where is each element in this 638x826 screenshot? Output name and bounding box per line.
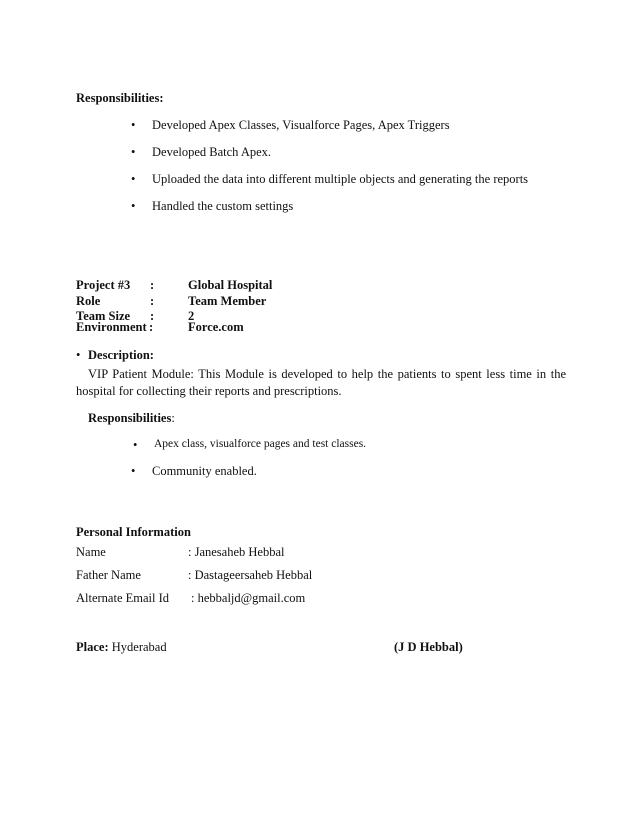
responsibility-item: Uploaded the data into different multiple objects and generating the reports (152, 172, 529, 186)
environment-separator: : (149, 320, 154, 334)
project-value: Global Hospital (188, 278, 273, 292)
responsibility-item: Developed Batch Apex. (152, 145, 272, 159)
place-line (76, 640, 167, 655)
responsibilities-heading-2 (88, 411, 175, 426)
place-value: Hyderabad (111, 640, 167, 654)
responsibilities-heading: Responsibilities: (76, 91, 164, 105)
responsibility-item: Community enabled. (152, 464, 257, 478)
team-size-label: Team Size (76, 309, 131, 323)
project-label: Project #3 (76, 278, 131, 292)
bullet-icon: • (76, 348, 81, 362)
description-body: VIP Patient Module: This Module is developed to help the patients to spent less time in the hospital for collecting their reports and prescriptions. (76, 367, 566, 398)
bullet-icon: • (133, 438, 138, 452)
bullet-icon: • (131, 464, 136, 478)
place-label: Place: (76, 640, 109, 654)
bullet-icon: • (131, 145, 136, 159)
name-value: : Janesaheb Hebbal (188, 545, 285, 559)
bullet-icon: • (131, 199, 136, 213)
responsibilities-heading-2-colon: : (171, 411, 175, 425)
responsibility-item: Apex class, visualforce pages and test classes. (154, 438, 367, 450)
bullet-icon: • (131, 172, 136, 186)
alternate-email-value: : hebbaljd@gmail.com (191, 591, 306, 605)
description-text (76, 366, 566, 400)
father-name-label: Father Name (76, 568, 141, 582)
name-label: Name (76, 545, 106, 559)
responsibilities-heading-2-label: Responsibilities (88, 411, 172, 425)
role-label: Role (76, 294, 101, 308)
team-size-value: 2 (188, 309, 195, 323)
responsibility-item: Handled the custom settings (152, 199, 294, 213)
signature: (J D Hebbal) (394, 640, 463, 654)
environment-label: Environment (76, 320, 147, 334)
father-name-value: : Dastageersaheb Hebbal (188, 568, 313, 582)
personal-info-heading: Personal Information (76, 525, 191, 539)
bullet-icon: • (131, 118, 136, 132)
role-separator: : (150, 294, 155, 308)
alternate-email-label: Alternate Email Id (76, 591, 170, 605)
environment-value: Force.com (188, 320, 244, 334)
description-heading: Description: (88, 348, 154, 362)
project-separator: : (150, 278, 155, 292)
responsibility-item: Developed Apex Classes, Visualforce Pages, Apex Triggers (152, 118, 450, 132)
team-size-separator: : (150, 309, 155, 323)
role-value: Team Member (188, 294, 267, 308)
